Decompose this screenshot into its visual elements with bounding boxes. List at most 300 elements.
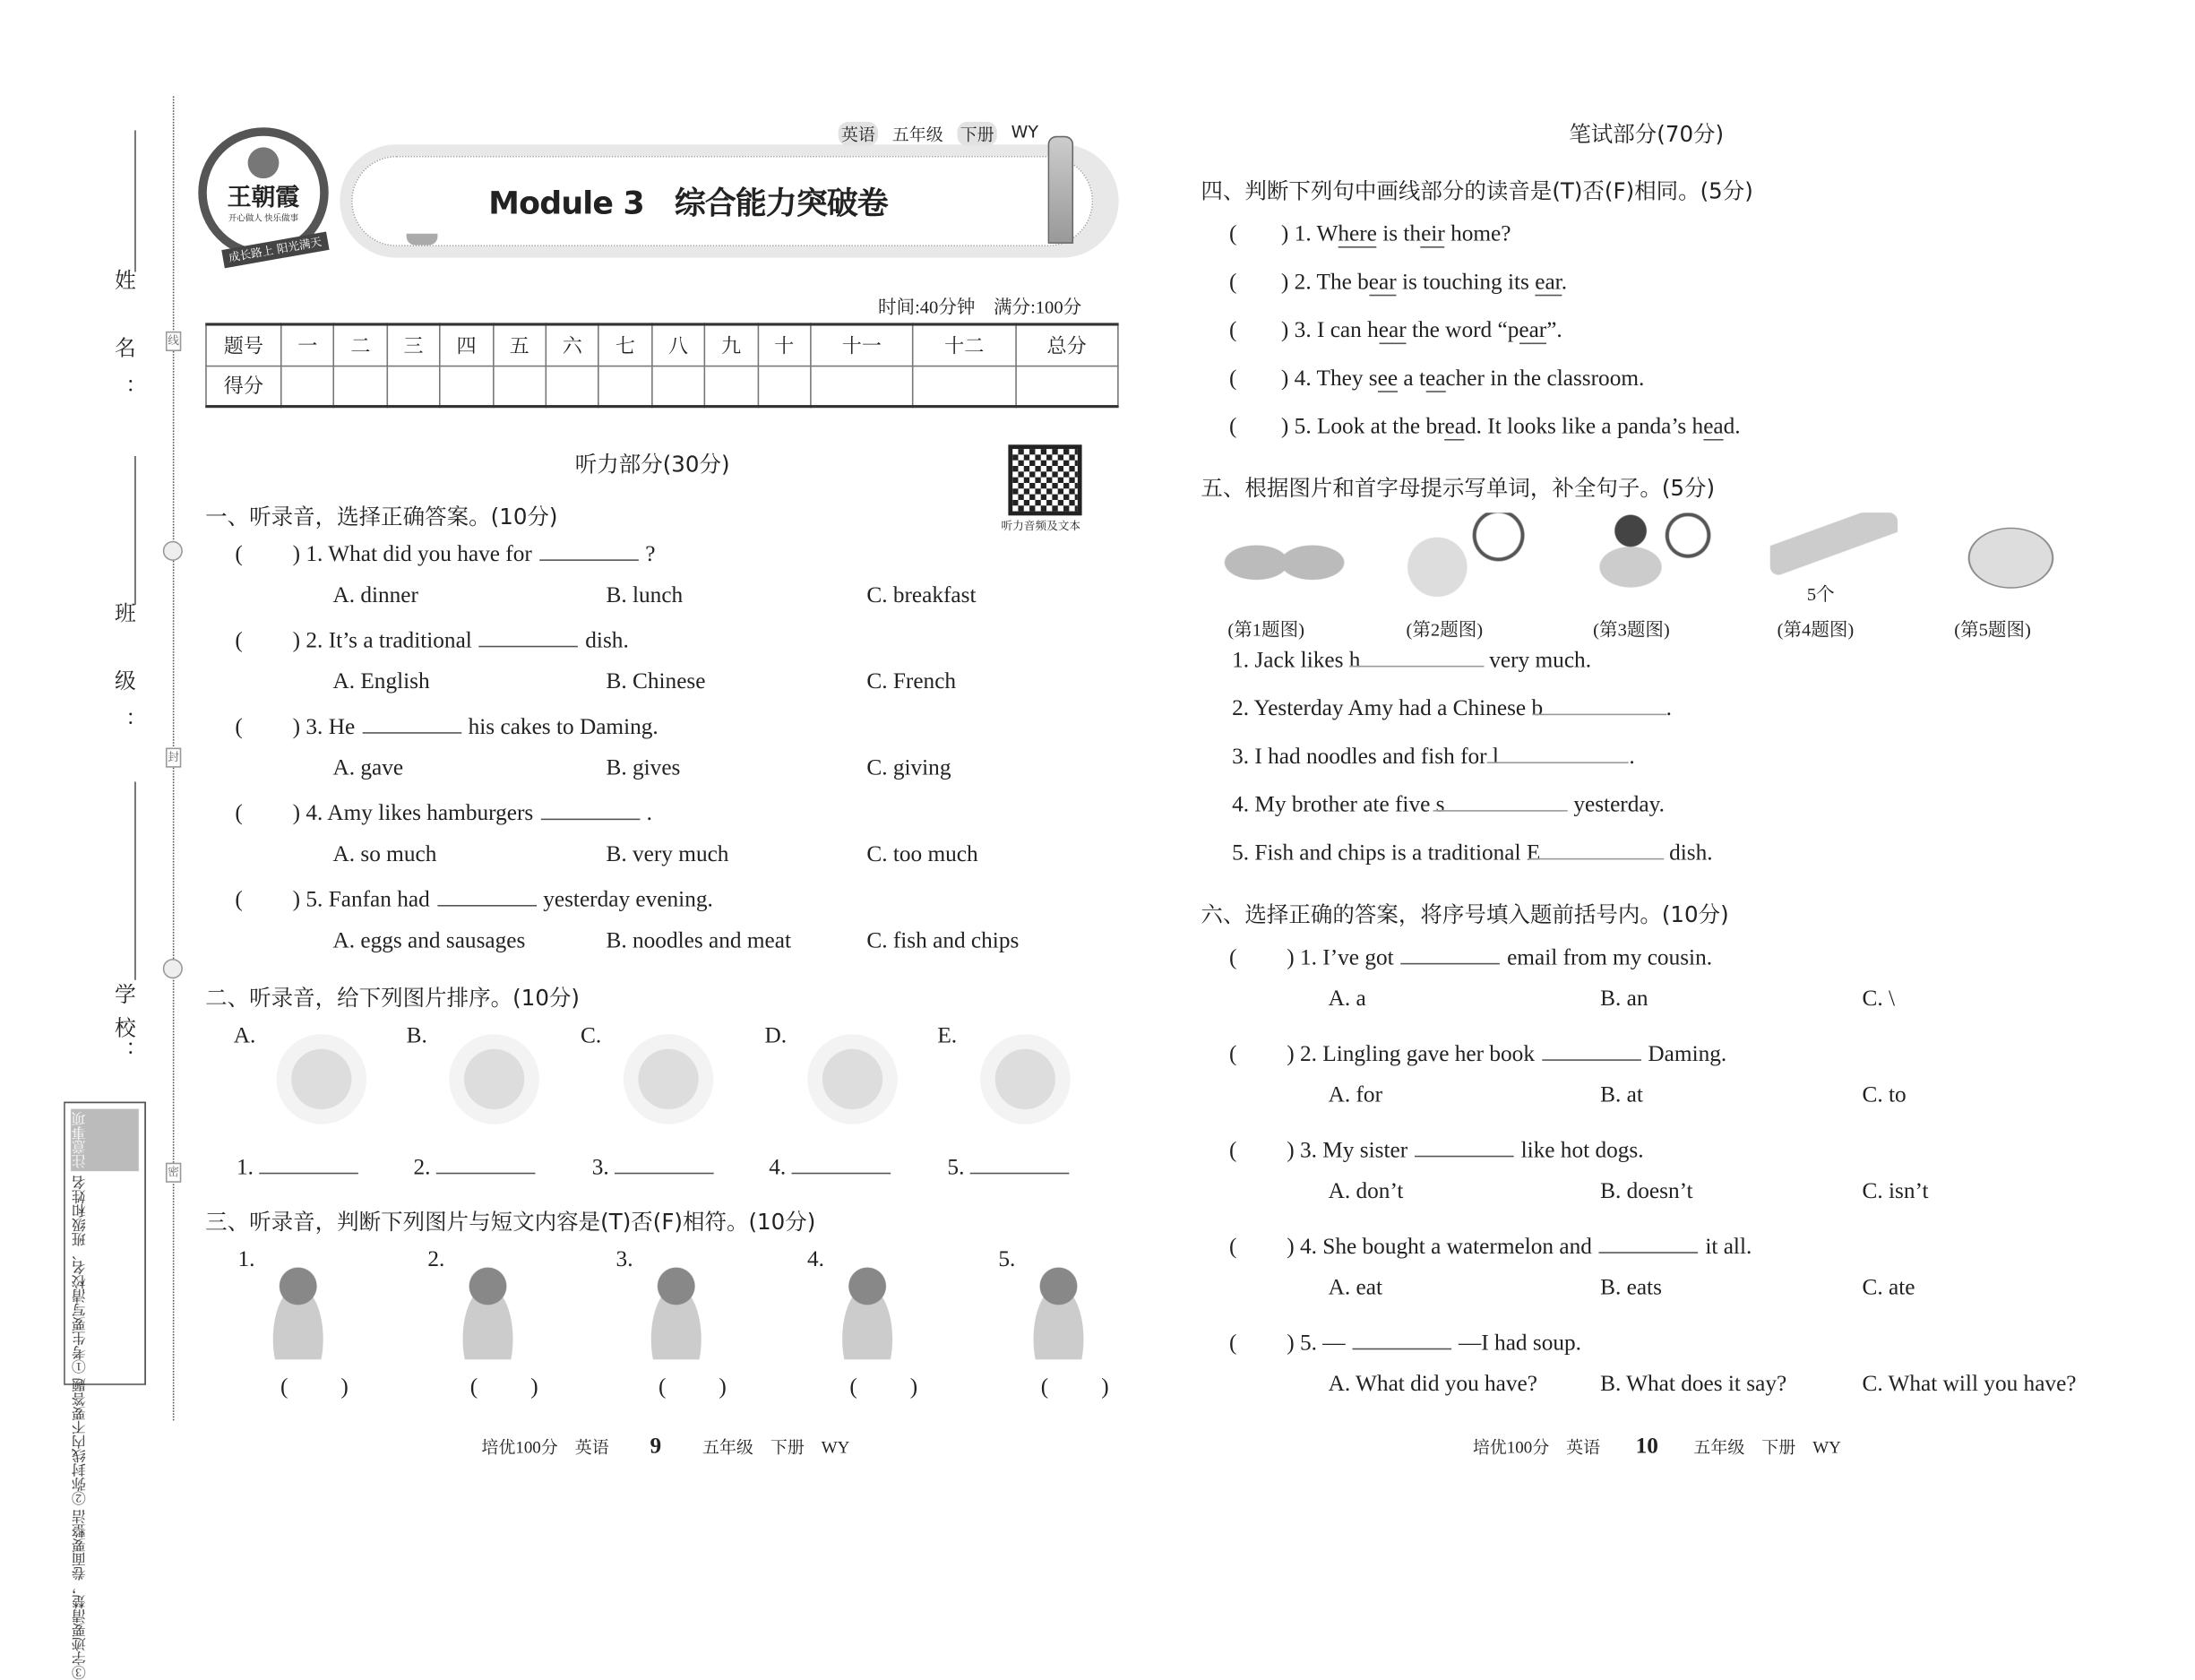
- seal-circle: [163, 541, 183, 561]
- bracket-close: ): [1287, 1235, 1295, 1260]
- sentence-text: d.: [1723, 415, 1741, 439]
- meta-volume: 下册: [958, 122, 997, 146]
- option-b[interactable]: B. eats: [1600, 1276, 1662, 1300]
- bracket-open: (: [1228, 1235, 1237, 1260]
- person-picture: [1020, 1258, 1098, 1360]
- meta-edition: WY: [1011, 121, 1038, 142]
- tf-answer-bracket[interactable]: [849, 1375, 917, 1400]
- sentence-text: a t: [1398, 366, 1425, 392]
- answer-bracket[interactable]: [1229, 1139, 1295, 1164]
- food-picture: [1399, 513, 1527, 603]
- bracket-open: (: [1228, 222, 1237, 247]
- school-field[interactable]: [134, 781, 136, 979]
- seal-marker: 封: [166, 748, 181, 768]
- lighthouse-icon: [1048, 136, 1073, 244]
- question-text-after: dish.: [585, 628, 629, 653]
- answer-blank[interactable]: [1401, 944, 1501, 964]
- fill-in-item: [1232, 695, 1672, 722]
- question-text-after: Daming.: [1648, 1042, 1727, 1067]
- score-cell[interactable]: [546, 366, 598, 407]
- bracket-open: (: [1228, 1331, 1237, 1356]
- seal-circle: [163, 959, 183, 978]
- brand-ribbon: 成长路上 阳光满天: [221, 232, 329, 269]
- option-a[interactable]: A. a: [1328, 986, 1366, 1012]
- footer-grade: 五年级 下册 WY: [1693, 1437, 1841, 1458]
- bracket-open: (: [235, 542, 243, 567]
- bracket-open: (: [235, 888, 243, 912]
- option-b[interactable]: B. What does it say?: [1600, 1372, 1787, 1397]
- option-b[interactable]: B. lunch: [606, 583, 684, 608]
- option-c[interactable]: C. to: [1862, 1083, 1907, 1108]
- seal-marker: 线: [166, 332, 181, 351]
- blank-number: 2.: [413, 1155, 431, 1180]
- question-text: 5. Fanfan had: [306, 888, 430, 912]
- answer-blank[interactable]: [1352, 1330, 1451, 1349]
- fill-in-item: [1232, 840, 1712, 866]
- bracket-close: ): [1287, 1331, 1295, 1356]
- sentence-start: 1. Jack likes h: [1232, 648, 1361, 673]
- blank-number: 1.: [236, 1155, 254, 1180]
- sentence-text: is th: [1376, 222, 1422, 247]
- ship-icon: [407, 234, 438, 246]
- picture-caption: (第4题图): [1777, 618, 1855, 641]
- answer-bracket[interactable]: [1229, 1235, 1295, 1260]
- page-number: 10: [1635, 1434, 1658, 1460]
- question-text: 2. Lingling gave her book: [1299, 1042, 1535, 1067]
- question-item: [235, 714, 658, 741]
- column-header: 七: [598, 324, 651, 366]
- option-b[interactable]: B. at: [1600, 1083, 1643, 1108]
- answer-blank[interactable]: [1529, 840, 1664, 859]
- answer-blank[interactable]: [479, 627, 579, 647]
- picture-label: B.: [406, 1023, 427, 1048]
- school-label: 学 校：: [111, 982, 138, 1065]
- sentence-end: yesterday.: [1568, 793, 1665, 818]
- bracket-open: (: [235, 628, 243, 653]
- bracket-close: ): [1280, 366, 1289, 392]
- name-field[interactable]: [134, 130, 136, 271]
- sentence-end: .: [1629, 745, 1635, 770]
- answer-bracket[interactable]: [1229, 1042, 1295, 1067]
- tf-answer-item: [470, 1375, 544, 1400]
- section-5-title: 五、根据图片和首字母提示写单词，补全句子。(5分): [1201, 476, 1716, 502]
- section-6-title: 六、选择正确的答案，将序号填入题前括号内。(10分): [1201, 901, 1729, 928]
- answer-blank[interactable]: [1531, 695, 1666, 715]
- listening-picture: [265, 1031, 378, 1127]
- question-text-after: —I had soup.: [1459, 1331, 1581, 1356]
- question-item: [235, 541, 655, 568]
- answer-bracket[interactable]: [1229, 415, 1288, 440]
- food-picture: [1586, 513, 1713, 603]
- question-text-after: it all.: [1705, 1235, 1752, 1260]
- pronunciation-item: [1229, 271, 1567, 296]
- section-4-title: 四、判断下列句中画线部分的读音是(T)否(F)相同。(5分): [1201, 178, 1753, 204]
- underlined-letters: ea: [1444, 415, 1465, 439]
- answer-bracket[interactable]: [235, 629, 300, 654]
- option-a[interactable]: A. eggs and sausages: [332, 928, 526, 953]
- notice-item: ②弥封线内不要答题: [73, 1377, 90, 1506]
- score-cell[interactable]: [493, 366, 546, 407]
- pic4-label: 5个: [1807, 579, 1835, 606]
- class-label: 班 级：: [111, 601, 138, 752]
- answer-blank[interactable]: [1487, 744, 1629, 763]
- column-header: 十二: [913, 324, 1015, 366]
- footer-right: [1473, 1434, 1841, 1460]
- sentence-text: 4. They s: [1294, 366, 1378, 392]
- order-blank-item: [769, 1154, 891, 1181]
- option-b[interactable]: B. Chinese: [606, 669, 706, 694]
- picture-label: A.: [233, 1023, 256, 1048]
- question-item: [235, 800, 652, 827]
- bracket-open: (: [1228, 366, 1237, 392]
- question-text-after: email from my cousin.: [1507, 945, 1713, 970]
- score-cell[interactable]: [705, 366, 758, 407]
- picture-number: 5.: [998, 1247, 1016, 1272]
- order-blank-item: [237, 1154, 358, 1181]
- seal-marker: 密: [166, 1163, 181, 1183]
- bracket-close: ): [1287, 945, 1295, 970]
- option-a[interactable]: A. so much: [332, 842, 437, 867]
- sentence-text: 3. I can h: [1294, 318, 1379, 343]
- answer-blank[interactable]: [615, 1154, 714, 1174]
- tf-answer-bracket[interactable]: [1041, 1375, 1109, 1400]
- picture-number: 3.: [615, 1247, 633, 1272]
- underlined-letters: ea: [1425, 366, 1446, 392]
- column-header: 二: [334, 324, 387, 366]
- underlined-letters: ear: [1368, 270, 1397, 295]
- footer-series: 培优100分 英语: [481, 1437, 609, 1458]
- bracket-open: (: [235, 715, 243, 740]
- answer-blank[interactable]: [1349, 647, 1484, 667]
- question-text-after: yesterday evening.: [543, 888, 713, 912]
- bracket-close: ): [1101, 1374, 1109, 1400]
- bracket-close: ): [292, 715, 301, 740]
- sentence-text: 5. Look at the br: [1294, 415, 1445, 439]
- underlined-letters: ea: [1703, 415, 1724, 439]
- question-text-after: his cakes to Daming.: [468, 715, 658, 740]
- tf-answer-bracket[interactable]: [280, 1375, 349, 1400]
- bracket-close: ): [530, 1374, 538, 1400]
- bracket-open: (: [849, 1374, 857, 1400]
- answer-blank[interactable]: [792, 1154, 891, 1174]
- score-cell[interactable]: [281, 366, 334, 407]
- tf-answer-item: [849, 1375, 923, 1400]
- subject-meta: [839, 122, 1038, 146]
- option-b[interactable]: B. doesn’t: [1600, 1179, 1693, 1204]
- picture-label: C.: [581, 1023, 602, 1048]
- answer-bracket[interactable]: [235, 542, 300, 567]
- bracket-open: (: [1228, 1138, 1237, 1163]
- score-cell[interactable]: [758, 366, 811, 407]
- option-c[interactable]: C. French: [866, 669, 957, 694]
- brand-name: 王朝霞: [227, 184, 300, 213]
- sentence-start: 4. My brother ate five s: [1232, 793, 1445, 818]
- score-cell[interactable]: [440, 366, 493, 407]
- option-c[interactable]: C. What will you have?: [1862, 1372, 2077, 1397]
- bracket-open: (: [1228, 415, 1237, 439]
- underlined-letters: ear: [1519, 318, 1547, 343]
- picture-caption: (第3题图): [1593, 618, 1670, 641]
- answer-bracket[interactable]: [1229, 946, 1295, 971]
- sentence-start: 3. I had noodles and fish for l: [1232, 745, 1499, 770]
- column-header: 一: [281, 324, 334, 366]
- tf-answer-item: [280, 1375, 354, 1400]
- question-item: [1229, 1137, 1644, 1164]
- answer-blank[interactable]: [1415, 1137, 1514, 1157]
- tf-answer-item: [1041, 1375, 1115, 1400]
- food-picture: [1220, 513, 1347, 603]
- sentence-text: ”.: [1546, 318, 1562, 343]
- fill-in-item: [1232, 792, 1665, 819]
- option-a[interactable]: A. eat: [1328, 1276, 1382, 1300]
- order-blank-item: [592, 1154, 714, 1181]
- section-1-title: 一、听录音，选择正确答案。(10分): [205, 504, 558, 530]
- question-item: [235, 886, 712, 913]
- bracket-open: (: [658, 1374, 667, 1400]
- underlined-letters: eir: [1421, 222, 1445, 247]
- bracket-open: (: [1040, 1374, 1049, 1400]
- option-a[interactable]: A. gave: [332, 756, 404, 780]
- column-header: 四: [440, 324, 493, 366]
- question-item: [1229, 1234, 1752, 1261]
- answer-bracket[interactable]: [1229, 1331, 1295, 1357]
- qr-caption: 听力音频及文本: [1001, 520, 1080, 533]
- option-c[interactable]: C. too much: [866, 842, 978, 867]
- pronunciation-item: [1229, 415, 1741, 440]
- question-text-after: .: [646, 801, 652, 826]
- option-b[interactable]: B. gives: [606, 756, 681, 780]
- question-text: 4. She bought a watermelon and: [1299, 1235, 1592, 1260]
- blank-number: 5.: [947, 1155, 965, 1180]
- option-c[interactable]: C. \: [1862, 986, 1896, 1012]
- answer-bracket[interactable]: [1229, 319, 1288, 344]
- sentence-text: home?: [1444, 222, 1511, 247]
- answer-bracket[interactable]: [1229, 271, 1288, 296]
- sentence-end: very much.: [1483, 648, 1592, 673]
- section-2-title: 二、听录音，给下列图片排序。(10分): [205, 986, 580, 1012]
- sentence-text: is touching its: [1396, 270, 1536, 295]
- option-a[interactable]: A. English: [332, 669, 430, 694]
- answer-blank[interactable]: [1433, 792, 1568, 812]
- answer-blank[interactable]: [970, 1154, 1070, 1174]
- option-b[interactable]: B. very much: [606, 842, 729, 867]
- option-c[interactable]: C. breakfast: [866, 583, 977, 608]
- footer-grade: 五年级 下册 WY: [702, 1437, 850, 1458]
- column-header: 八: [651, 324, 704, 366]
- bracket-close: ): [292, 801, 301, 826]
- picture-label: E.: [937, 1023, 958, 1048]
- picture-number: 1.: [237, 1247, 255, 1272]
- option-b[interactable]: B. an: [1600, 986, 1648, 1012]
- bracket-close: ): [292, 628, 301, 653]
- tf-answer-bracket[interactable]: [658, 1375, 727, 1400]
- avatar: [248, 147, 280, 178]
- bracket-open: (: [469, 1374, 478, 1400]
- question-text: 4. Amy likes hamburgers: [306, 801, 534, 826]
- sentence-text: 2. The b: [1294, 270, 1369, 295]
- column-header: 五: [493, 324, 546, 366]
- notice-item: ③字迹要清楚，卷面要整洁: [73, 1509, 90, 1680]
- blank-number: 4.: [769, 1155, 787, 1180]
- option-a[interactable]: A. don’t: [1328, 1179, 1404, 1204]
- question-text: 3. My sister: [1299, 1138, 1408, 1163]
- brand-slogan: 开心做人 快乐做事: [228, 215, 299, 224]
- answer-bracket[interactable]: [1229, 222, 1288, 247]
- footer-series: 培优100分 英语: [1472, 1437, 1601, 1458]
- writing-title: 笔试部分(70分): [1569, 121, 1725, 148]
- listening-picture: [612, 1031, 725, 1127]
- question-text: 2. It’s a traditional: [306, 628, 472, 653]
- underlined-letters: ear: [1535, 270, 1562, 295]
- score-cell[interactable]: [913, 366, 1015, 407]
- option-c[interactable]: C. ate: [1862, 1276, 1915, 1300]
- picture-caption: (第1题图): [1227, 618, 1305, 641]
- sentence-start: 5. Fish and chips is a traditional E: [1232, 840, 1541, 866]
- answer-blank[interactable]: [259, 1154, 358, 1174]
- food-picture: [1947, 513, 2074, 603]
- question-text: 5. —: [1299, 1331, 1346, 1356]
- pronunciation-item: [1229, 222, 1511, 247]
- sentence-text: .: [1561, 270, 1568, 295]
- section-3-title: 三、听录音，判断下列图片与短文内容是(T)否(F)相符。(10分): [205, 1209, 816, 1236]
- bracket-open: (: [1228, 945, 1237, 970]
- score-cell[interactable]: [334, 366, 387, 407]
- column-header: 十: [758, 324, 811, 366]
- score-cell[interactable]: [387, 366, 440, 407]
- fill-in-item: [1232, 647, 1591, 674]
- sentence-end: .: [1666, 696, 1672, 721]
- pronunciation-item: [1229, 319, 1562, 344]
- answer-blank[interactable]: [539, 541, 639, 561]
- pronunciation-item: [1229, 366, 1644, 392]
- notice-item: ①考生要写清校名、班级和姓名: [73, 1175, 90, 1374]
- sentence-start: 2. Yesterday Amy had a Chinese b: [1232, 696, 1544, 721]
- name-label: 姓 名：: [111, 269, 138, 419]
- question-item: [1229, 1330, 1581, 1357]
- underlined-letters: ee: [1377, 366, 1399, 392]
- qr-code[interactable]: [1008, 444, 1081, 515]
- option-a[interactable]: A. for: [1328, 1083, 1383, 1108]
- sentence-text: d. It looks like a panda’s h: [1464, 415, 1704, 439]
- score-cell[interactable]: [598, 366, 651, 407]
- option-c[interactable]: C. fish and chips: [866, 928, 1020, 953]
- person-picture: [449, 1258, 527, 1360]
- picture-caption: (第5题图): [1954, 618, 2031, 641]
- picture-caption: (第2题图): [1406, 618, 1484, 641]
- underlined-letters: ear: [1378, 318, 1407, 343]
- underlined-letters: here: [1338, 222, 1377, 247]
- tf-answer-item: [658, 1375, 732, 1400]
- option-a[interactable]: A. dinner: [332, 583, 418, 608]
- question-item: [1229, 944, 1712, 971]
- column-header: 总分: [1015, 324, 1118, 366]
- option-c[interactable]: C. isn’t: [1862, 1179, 1929, 1204]
- answer-bracket[interactable]: [235, 715, 300, 740]
- question-item: [235, 627, 628, 654]
- column-header: 十一: [811, 324, 913, 366]
- answer-blank[interactable]: [1542, 1041, 1641, 1061]
- question-text-after: ?: [645, 542, 656, 567]
- answer-bracket[interactable]: [235, 888, 300, 913]
- order-blank-item: [414, 1154, 536, 1181]
- bracket-open: (: [280, 1374, 288, 1400]
- answer-bracket[interactable]: [1229, 366, 1288, 392]
- bracket-open: (: [1228, 1042, 1237, 1067]
- class-field[interactable]: [134, 456, 136, 605]
- fill-in-item: [1232, 744, 1635, 771]
- answer-blank[interactable]: [1599, 1234, 1699, 1254]
- question-text: 1. What did you have for: [306, 542, 532, 567]
- sentence-text: the word “p: [1406, 318, 1519, 343]
- bracket-open: (: [1228, 270, 1237, 295]
- page-number: 9: [650, 1434, 662, 1460]
- option-a[interactable]: A. What did you have?: [1328, 1372, 1538, 1397]
- person-picture: [637, 1258, 715, 1360]
- answer-blank[interactable]: [362, 714, 461, 734]
- sentence-text: cher in the classroom.: [1445, 366, 1645, 392]
- sentence-end: dish.: [1663, 840, 1713, 866]
- question-text-after: like hot dogs.: [1520, 1138, 1644, 1163]
- listening-title: 听力部分(30分): [574, 452, 730, 478]
- sentence-text: 1. W: [1294, 222, 1339, 247]
- bracket-open: (: [1228, 318, 1237, 343]
- option-c[interactable]: C. giving: [866, 756, 951, 780]
- bracket-close: ): [909, 1374, 918, 1400]
- bracket-open: (: [235, 801, 243, 826]
- bracket-close: ): [1287, 1138, 1295, 1163]
- time-score-info: 时间:40分钟 满分:100分: [877, 296, 1082, 318]
- score-cell[interactable]: [811, 366, 913, 407]
- picture-number: 4.: [806, 1247, 824, 1272]
- listening-picture: [968, 1031, 1081, 1127]
- tf-answer-bracket[interactable]: [470, 1375, 538, 1400]
- bracket-close: ): [292, 542, 301, 567]
- answer-bracket[interactable]: [235, 802, 300, 827]
- answer-blank[interactable]: [540, 800, 640, 820]
- score-cell[interactable]: [651, 366, 704, 407]
- bracket-close: ): [1280, 318, 1289, 343]
- blank-number: 3.: [591, 1155, 609, 1180]
- person-picture: [829, 1258, 907, 1360]
- meta-grade: 五年级: [891, 125, 943, 145]
- row-header: 题号: [206, 324, 281, 366]
- bracket-close: ): [1280, 222, 1289, 247]
- person-picture: [259, 1258, 337, 1360]
- bracket-close: ): [719, 1374, 727, 1400]
- column-header: 三: [387, 324, 440, 366]
- listening-picture: [437, 1031, 550, 1127]
- listening-picture: [796, 1031, 908, 1127]
- score-cell[interactable]: [1015, 366, 1118, 407]
- bracket-close: ): [1280, 415, 1289, 439]
- bracket-close: ): [1280, 270, 1289, 295]
- answer-blank[interactable]: [437, 886, 537, 906]
- page-title: Module 3 综合能力突破卷: [488, 186, 888, 223]
- row-header: 得分: [206, 366, 281, 407]
- bracket-close: ): [1287, 1042, 1295, 1067]
- bracket-close: ): [340, 1374, 349, 1400]
- question-item: [1229, 1041, 1726, 1068]
- notice-box: [64, 1102, 146, 1680]
- option-b[interactable]: B. noodles and meat: [606, 928, 791, 953]
- meta-subject: 英语: [839, 122, 878, 146]
- footer-left: [481, 1434, 849, 1460]
- order-blank-item: [947, 1154, 1069, 1181]
- answer-blank[interactable]: [436, 1154, 536, 1174]
- column-header: 九: [705, 324, 758, 366]
- food-picture: [1770, 513, 1898, 575]
- question-text: 1. I’ve got: [1299, 945, 1394, 970]
